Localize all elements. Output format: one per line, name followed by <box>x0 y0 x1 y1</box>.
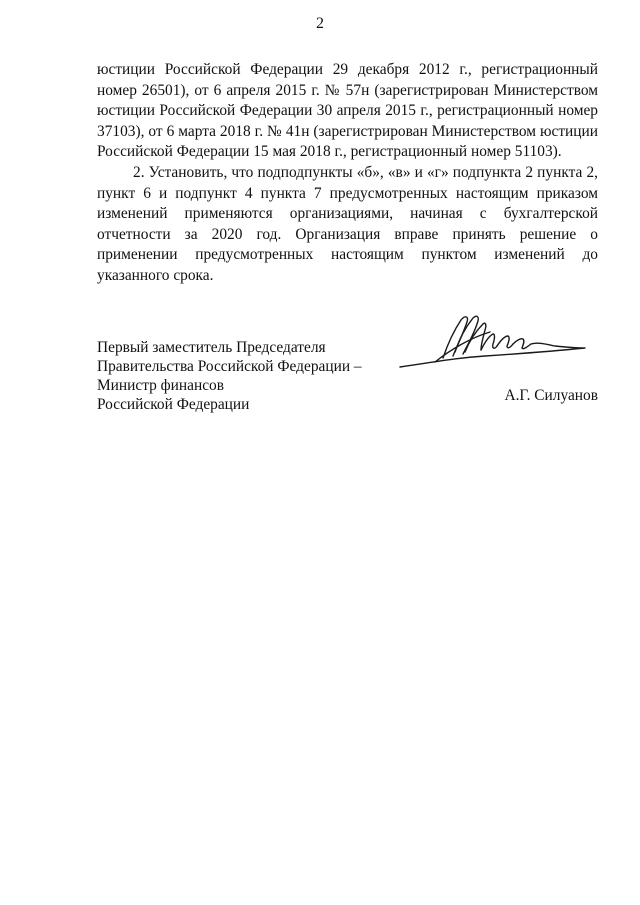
document-body <box>97 60 598 287</box>
paragraph-continuation: юстиции Российской Федерации 29 декабря 2012 г., регистрационный номер 26501), от 6 апреля 2015 г. № 57н (зарегистрирован Министерством юстиции Российской Федерации 30 апреля 2015 г., регистрационный номер 37103), от 6 марта 2018 г. № 41н (зарегистрирован Министерством юстиции Российской Федерации 15 мая 2018 г., регистрационный номер 51103). <box>97 61 598 161</box>
page-number: 2 <box>316 15 324 32</box>
paragraph-item-2: 2. Установить, что подподпункты «б», «в» и «г» подпункта 2 пункта 2, пункт 6 и подпункт 4 пункта 7 предусмотренных настоящим приказом изменений применяются организациями, начиная с бухгалтерской отчетности за 2020 год. Организация вправе принять решение о применении предусмотренных настоящим пунктом изменений до указанного срока. <box>97 163 598 284</box>
signatory-title-line: Министр финансов <box>97 377 224 394</box>
signatory-title-line: Российской Федерации <box>97 396 250 413</box>
handwritten-signature <box>395 312 595 374</box>
signatory-title <box>97 338 397 414</box>
signatory-title-line: Правительства Российской Федерации – <box>97 358 362 375</box>
signatory-title-line: Первый заместитель Председателя <box>97 339 326 356</box>
signatory-name: А.Г. Силуанов <box>504 387 598 404</box>
